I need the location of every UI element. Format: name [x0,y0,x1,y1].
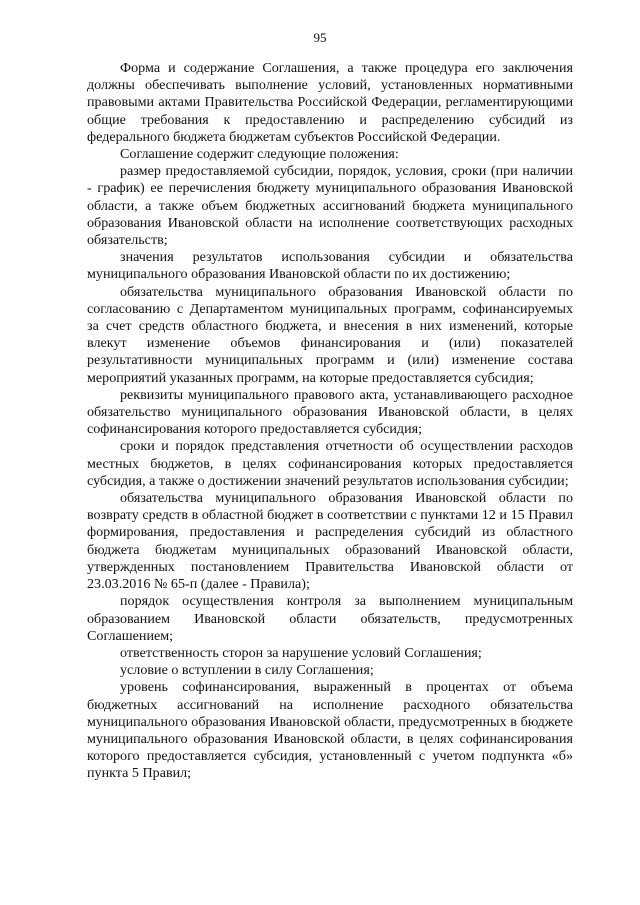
list-item: реквизиты муниципального правового акта, устанавливающего расходное обязательство муниципального образования Ивановской области, в целях софинансирования которого предоставляется субсидия; [87,386,573,438]
list-item: условие о вступлении в силу Соглашения; [120,662,374,679]
page-number: 95 [313,30,327,45]
list-item: обязательства муниципального образования Ивановской области по согласованию с Департаментом муниципальных программ, софинансируемых за счет средств областного бюджета, и внесения в них изменений, которые влекут изменение объемов финансирования и (или) показателей результативности муниципальных программ и (или) изменение состава мероприятий указанных программ, на которые предоставляется субсидия; [87,283,573,386]
document-body [87,60,573,783]
paragraph-agreement-contents: Соглашение содержит следующие положения: [120,146,399,163]
list-item: размер предоставляемой субсидии, порядок, условия, сроки (при наличии - график) ее перечисления бюджету муниципального образования Ивановской области, а также объем бюджетных ассигнований бюджета муниципального образования Ивановской области на исполнение соответствующих расходных обязательств; [87,163,573,249]
list-item: обязательства муниципального образования Ивановской области по возврату средств в областной бюджет в соответствии с пунктами 12 и 15 Правил формирования, предоставления и распределения субсидий из областного бюджета бюджетам муниципальных образований Ивановской области, утвержденных постановлением Правительства Ивановской области от 23.03.2016 № 65-п (далее - Правила); [87,490,573,593]
list-item: порядок осуществления контроля за выполнением муниципальным образованием Ивановской области обязательств, предусмотренных Соглашением; [87,593,573,644]
list-item: значения результатов использования субсидии и обязательства муниципального образования Ивановской области по их достижению; [87,249,573,283]
list-item: уровень софинансирования, выраженный в процентах от объема бюджетных ассигнований на исполнение расходного обязательства муниципального образования Ивановской области, предусмотренных в бюджете муниципального образования Ивановской области, в целях софинансирования которого предоставляется субсидия, установленный с учетом подпункта «б» пункта 5 Правил; [87,679,573,782]
list-item: сроки и порядок представления отчетности об осуществлении расходов местных бюджетов, в целях софинансирования которых предоставляется субсидия, а также о достижении значений результатов использования субсидии; [87,438,573,489]
list-item: ответственность сторон за нарушение условий Соглашения; [120,644,482,661]
paragraph-agreement-form: Форма и содержание Соглашения, а также процедура его заключения должны обеспечивать выполнение условий, установленных нормативными правовыми актами Правительства Российской Федерации, регламентирующими общие требования к предоставлению и распределению субсидий из федерального бюджета бюджетам субъектов Российской Федерации. [87,60,573,145]
